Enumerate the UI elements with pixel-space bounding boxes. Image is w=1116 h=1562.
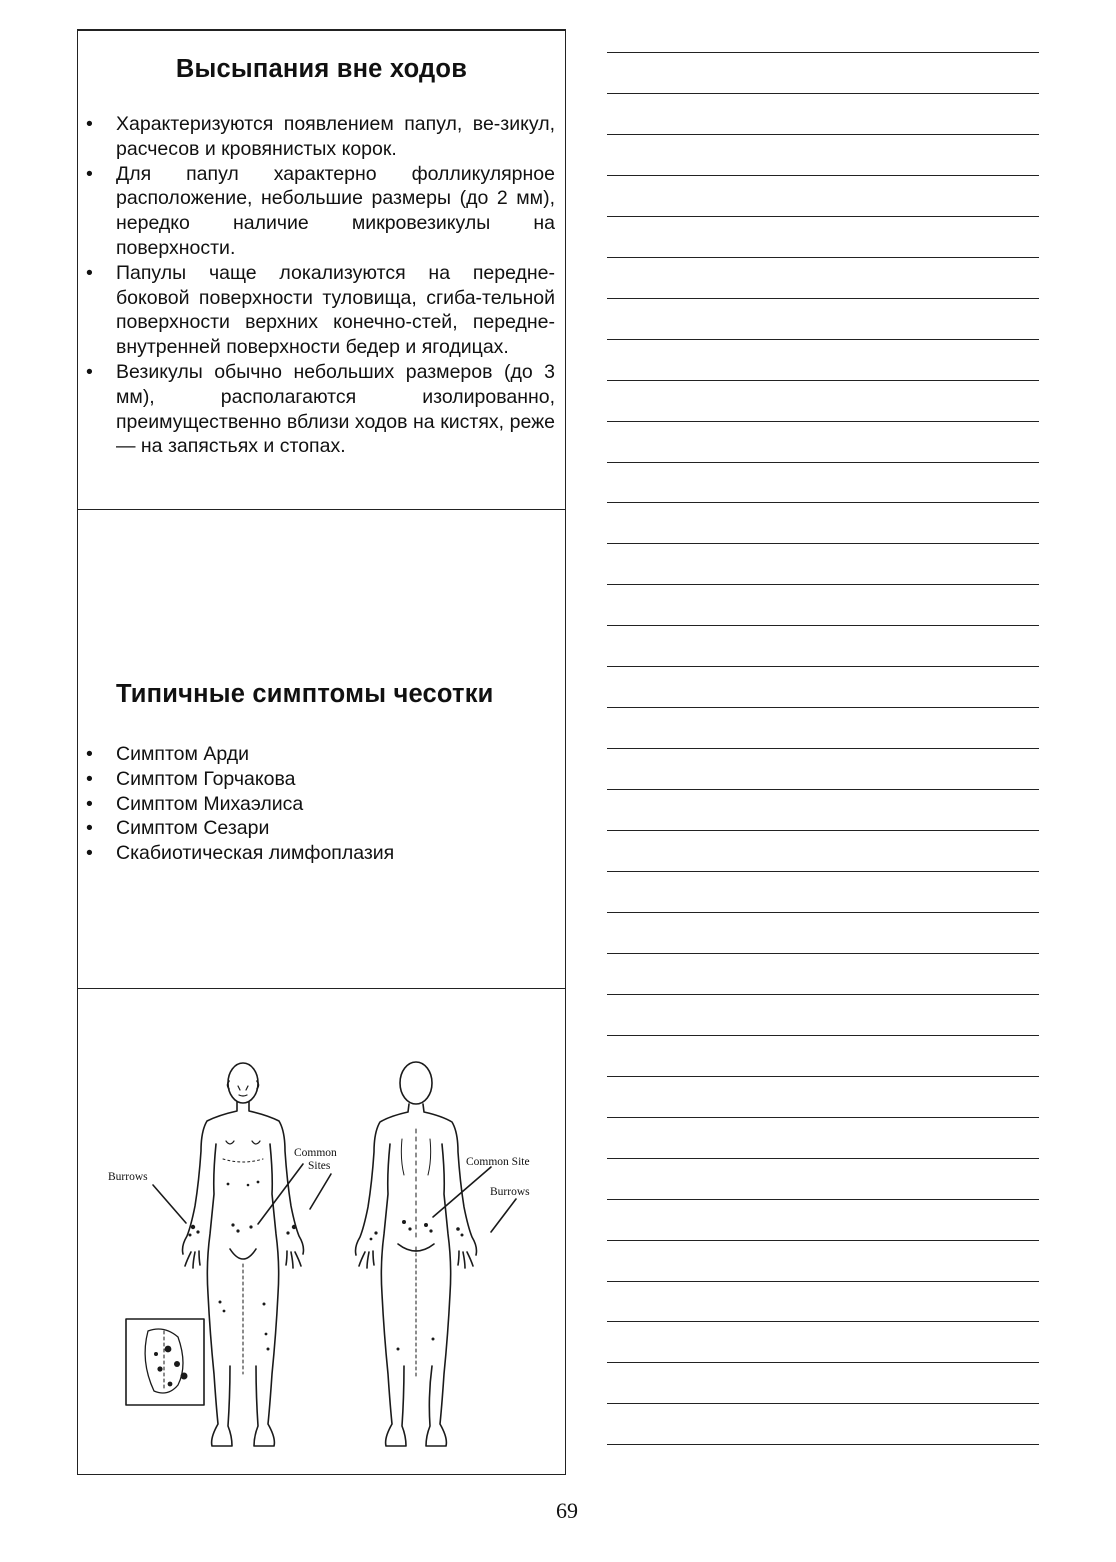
label-burrows-back: Burrows (490, 1186, 530, 1198)
bullet-list (78, 112, 555, 459)
slide-typical-symptoms (78, 509, 565, 988)
note-line (607, 339, 1039, 340)
slide-rash-outside-burrows (78, 31, 565, 510)
slide-title: Типичные симптомы чесотки (116, 680, 494, 708)
front-body-figure (183, 1063, 304, 1446)
list-item: • Везикулы обычно небольших размеров (до 3 мм), располагаются изолированно, преимущественно вблизи ходов на кистях, реже — на запястьях и стопах. (86, 360, 555, 458)
note-line (607, 912, 1039, 913)
slide-body-diagram (78, 988, 565, 1475)
list-item: • Симптом Михаэлиса (86, 792, 304, 815)
bullet-icon: • (86, 162, 93, 185)
bullet-icon: • (86, 817, 93, 840)
bullet-icon: • (86, 743, 93, 765)
list-item: • Симптом Сезари (86, 817, 270, 840)
note-line (607, 257, 1039, 258)
note-line (607, 421, 1039, 422)
note-line (607, 1281, 1039, 1282)
note-line (607, 789, 1039, 790)
note-line (607, 543, 1039, 544)
bullet-icon: • (86, 767, 93, 790)
note-line (607, 1117, 1039, 1118)
note-line (607, 502, 1039, 503)
body-diagram (98, 1049, 548, 1459)
note-line (607, 871, 1039, 872)
note-line (607, 1444, 1039, 1445)
note-line (607, 1199, 1039, 1200)
page-number: 69 (556, 1498, 578, 1523)
note-line (607, 93, 1039, 94)
bullet-icon: • (86, 792, 93, 815)
note-line (607, 707, 1039, 708)
label-common-sites-line1: Common (294, 1147, 337, 1159)
leader-line (491, 1199, 516, 1232)
leader-line (153, 1185, 186, 1223)
leader-line (433, 1167, 491, 1217)
bullet-icon: • (86, 261, 93, 284)
bullet-list (78, 742, 538, 866)
list-item: • Симптом Горчакова (86, 767, 296, 790)
bullet-icon: • (86, 360, 93, 383)
note-line (607, 298, 1039, 299)
bullet-icon: • (86, 113, 93, 135)
list-item: • Для папул характерно фолликулярное расположение, небольшие размеры (до 2 мм), нередко наличие микровезикулы на поверхности. (86, 162, 555, 259)
note-line (607, 134, 1039, 135)
note-line (607, 953, 1039, 954)
note-line (607, 380, 1039, 381)
label-common-site-back: Common Site (466, 1156, 530, 1168)
list-item: • Характеризуются появлением папул, ве-зикул, расчесов и кровянистых корок. (86, 113, 555, 160)
note-line (607, 666, 1039, 667)
note-line (607, 1035, 1039, 1036)
note-line (607, 175, 1039, 176)
note-line (607, 216, 1039, 217)
note-line (607, 625, 1039, 626)
note-line (607, 52, 1039, 53)
note-line (607, 1321, 1039, 1322)
leader-line (310, 1174, 331, 1209)
inset-box (126, 1319, 204, 1405)
list-item: • Симптом Арди (86, 743, 249, 765)
list-item: • Скабиотическая лимфоплазия (86, 842, 395, 865)
list-item: • Папулы чаще локализуются на передне-боковой поверхности туловища, сгиба-тельной поверхности верхних конечно-стей, передне-внутренней поверхности бедер и ягодицах. (86, 261, 555, 359)
note-line (607, 462, 1039, 463)
note-line (607, 994, 1039, 995)
note-line (607, 1403, 1039, 1404)
label-common-sites-line2: Sites (308, 1160, 331, 1172)
label-burrows-front: Burrows (108, 1171, 148, 1183)
note-line (607, 830, 1039, 831)
slide-title: Высыпания вне ходов (175, 55, 468, 83)
note-line (607, 584, 1039, 585)
slide-stack (77, 29, 566, 1475)
note-line (607, 1076, 1039, 1077)
note-line (607, 748, 1039, 749)
rash-dots (154, 1181, 464, 1387)
leader-line (258, 1164, 303, 1224)
note-line (607, 1240, 1039, 1241)
note-line (607, 1158, 1039, 1159)
back-body-figure (356, 1062, 477, 1446)
note-line (607, 1362, 1039, 1363)
bullet-icon: • (86, 842, 93, 865)
